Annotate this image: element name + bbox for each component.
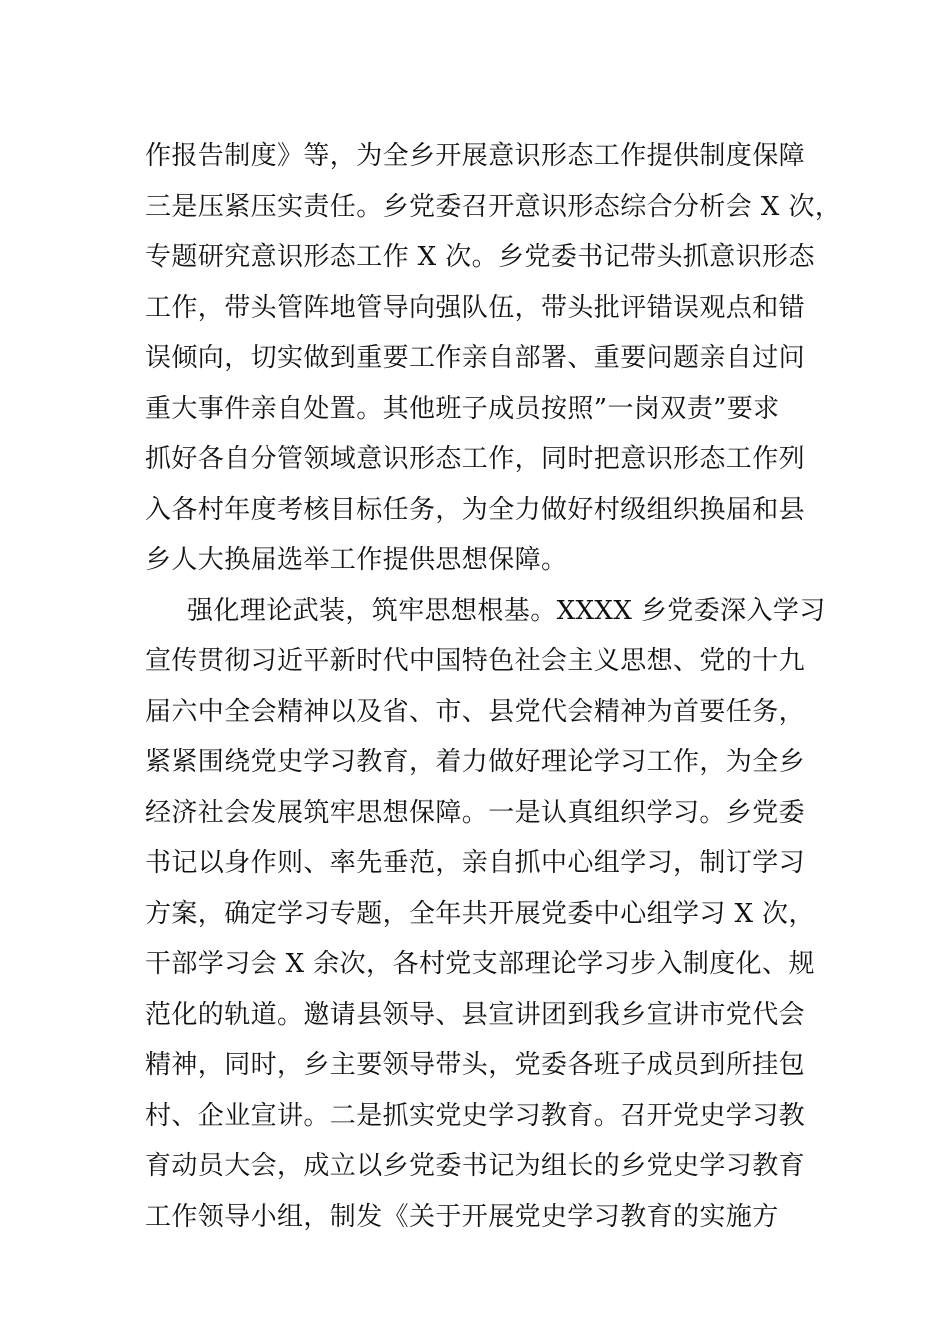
paragraph-start-line: 强化理论武装，筑牢思想根基。XXXX 乡党委深入学习 (187, 595, 826, 626)
text-line: 工作，带头管阵地管导向强队伍，带头批评错误观点和错 (145, 292, 806, 323)
text-line: 入各村年度考核目标任务，为全力做好村级组织换届和县 (145, 494, 806, 525)
text-line: 紧紧围绕党史学习教育，着力做好理论学习工作，为全乡 (145, 747, 806, 777)
text-line: 精神，同时，乡主要领导带头，党委各班子成员到所挂包 (145, 1050, 806, 1080)
text-line: 乡人大换届选举工作提供思想保障。 (145, 545, 568, 575)
text-line: 范化的轨道。邀请县领导、县宣讲团到我乡宣讲市党代会 (145, 999, 806, 1030)
text-line: 干部学习会 X 余次，各村党支部理论学习步入制度化、规 (145, 949, 815, 979)
body-text (145, 131, 845, 1242)
text-line: 育动员大会，成立以乡党委书记为组长的乡党史学习教育 (145, 1151, 806, 1181)
text-line: 误倾向，切实做到重要工作亲自部署、重要问题亲自过问 (145, 343, 806, 373)
text-line: 村、企业宣讲。二是抓实党史学习教育。召开党史学习教 (145, 1100, 806, 1131)
text-line: 书记以身作则、率先垂范，亲自抓中心组学习，制订学习 (145, 848, 806, 878)
text-line: 三是压紧压实责任。乡党委召开意识形态综合分析会 X 次， (145, 191, 842, 222)
text-line: 作报告制度》等，为全乡开展意识形态工作提供制度保障 (145, 141, 806, 171)
text-line: 方案，确定学习专题，全年共开展党委中心组学习 X 次， (145, 898, 815, 929)
text-line: 专题研究意识形态工作 X 次。乡党委书记带头抓意识形态 (145, 242, 815, 272)
text-line: 重大事件亲自处置。其他班子成员按照”一岗双责”要求 (145, 393, 780, 424)
text-line: 工作领导小组，制发《关于开展党史学习教育的实施方 (145, 1201, 779, 1232)
text-line: 经济社会发展筑牢思想保障。一是认真组织学习。乡党委 (145, 797, 806, 828)
text-line: 抓好各自分管领域意识形态工作，同时把意识形态工作列 (145, 444, 806, 474)
text-line: 宣传贯彻习近平新时代中国特色社会主义思想、党的十九 (145, 646, 806, 676)
text-line: 届六中全会精神以及省、市、县党代会精神为首要任务， (145, 696, 806, 727)
